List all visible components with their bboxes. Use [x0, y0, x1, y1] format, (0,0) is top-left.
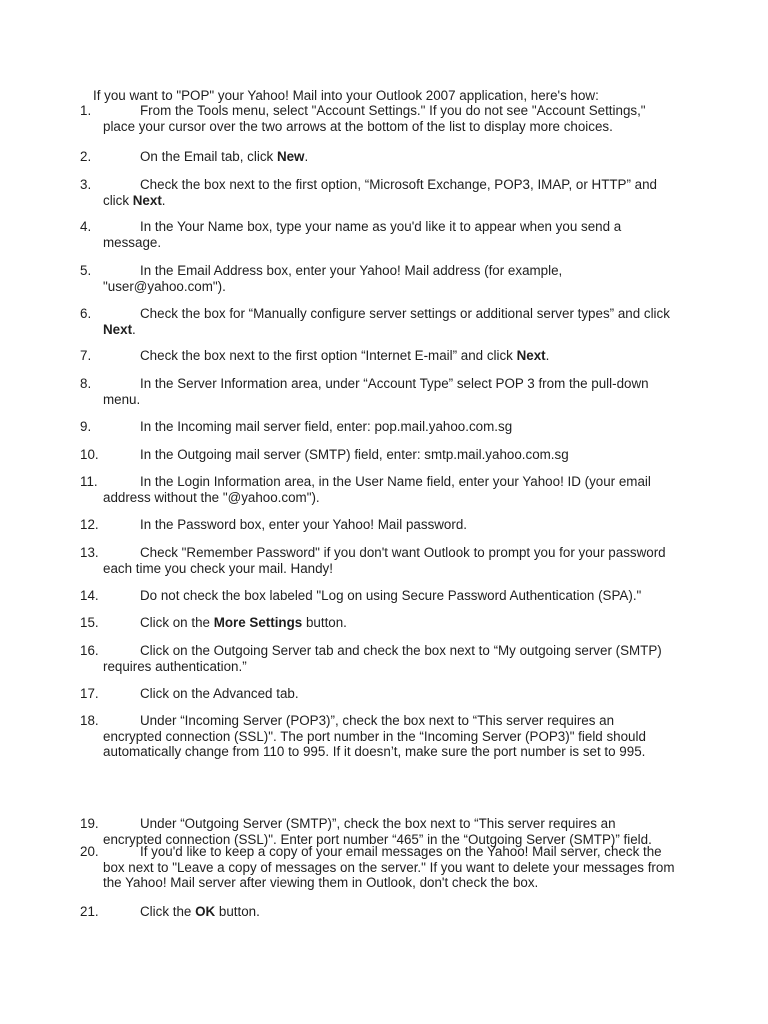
- step-text-segment: button.: [215, 904, 260, 919]
- step-text-segment: button.: [302, 615, 347, 630]
- step-text-segment: Do not check the box labeled "Log on using Secure Password Authentication (SPA).": [140, 588, 642, 603]
- step-10: [80, 447, 680, 463]
- step-text: [103, 713, 675, 760]
- step-14: [80, 588, 680, 604]
- step-text-bold: More Settings: [213, 615, 303, 630]
- step-text: [103, 615, 675, 631]
- step-text-segment: Under “Outgoing Server (SMTP)”, check the box next to “This server requires an encrypted connection (SSL)". Enter port number “465” in the “Outgoing Server (SMTP)” field.: [103, 816, 652, 847]
- step-text-segment: Click on the Advanced tab.: [140, 686, 299, 701]
- step-text: [103, 686, 675, 702]
- step-text-segment: From the Tools menu, select "Account Settings." If you do not see "Account Settings," place your cursor over the two arrows at the bottom of the list to display more choices.: [103, 103, 646, 134]
- step-number: 16.: [80, 643, 99, 658]
- step-text-segment: In the Outgoing mail server (SMTP) field, enter: smtp.mail.yahoo.com.sg: [140, 447, 569, 462]
- step-text-segment: In the Incoming mail server field, enter: pop.mail.yahoo.com.sg: [140, 419, 513, 434]
- step-text-bold: OK: [195, 904, 216, 919]
- step-number: 15.: [80, 615, 99, 630]
- step-number: 18.: [80, 713, 99, 728]
- step-number: 3.: [80, 177, 92, 192]
- step-8: [80, 376, 680, 407]
- step-text-segment: Check the box next to the first option “Internet E-mail” and click: [140, 348, 517, 363]
- step-text: [103, 904, 675, 920]
- step-18: [80, 713, 680, 760]
- step-text-bold: Next: [132, 192, 162, 208]
- step-text-segment: .: [132, 321, 136, 337]
- step-text-segment: In the Password box, enter your Yahoo! Mail password.: [140, 517, 468, 532]
- step-text: [103, 474, 675, 505]
- step-5: [80, 263, 680, 294]
- step-text-segment: In the Server Information area, under “Account Type” select POP 3 from the pull-down menu.: [103, 376, 649, 407]
- step-text-segment: In the Email Address box, enter your Yahoo! Mail address (for example, "user@yahoo.com").: [103, 263, 563, 294]
- step-text: [103, 447, 675, 463]
- step-text: [103, 219, 675, 250]
- step-text-segment: .: [545, 348, 550, 363]
- step-number: 13.: [80, 545, 99, 560]
- step-text: [103, 545, 675, 576]
- step-number: 7.: [80, 348, 92, 363]
- step-text: [103, 419, 675, 435]
- step-text-segment: Click on the: [140, 615, 214, 630]
- step-text: [103, 103, 675, 134]
- step-12: [80, 517, 680, 533]
- step-text-segment: Click the: [140, 904, 196, 919]
- step-text-segment: Click on the Outgoing Server tab and check the box next to “My outgoing server (SMTP) requires authentication.”: [103, 643, 662, 674]
- step-text-segment: .: [161, 192, 166, 208]
- step-text: [103, 348, 675, 364]
- step-text: [103, 844, 675, 891]
- step-text-segment: On the Email tab, click: [140, 149, 277, 164]
- step-9: [80, 419, 680, 435]
- step-text-bold: New: [276, 149, 305, 164]
- step-2: [80, 149, 680, 165]
- step-number: 14.: [80, 588, 99, 603]
- step-number: 9.: [80, 419, 92, 434]
- step-text-bold: Next: [516, 348, 546, 363]
- step-text-segment: Under “Incoming Server (POP3)”, check the box next to “This server requires an encrypted connection (SSL)". The port number in the “Incoming Server (POP3)" field should automatically change from 110 to 995. If it doesn’t, make sure the port number is set to 995.: [103, 713, 646, 760]
- step-text: [103, 376, 675, 407]
- step-number: 4.: [80, 219, 92, 234]
- step-number: 17.: [80, 686, 99, 701]
- step-text: [103, 643, 675, 674]
- step-3: [80, 177, 680, 208]
- step-number: 12.: [80, 517, 99, 532]
- step-number: 21.: [80, 904, 99, 919]
- step-21: [80, 904, 680, 920]
- step-4: [80, 219, 680, 250]
- step-6: [80, 306, 680, 337]
- step-text-segment: In the Your Name box, type your name as you'd like it to appear when you send a message.: [103, 219, 622, 250]
- step-number: 11.: [80, 474, 98, 489]
- step-text-segment: .: [304, 149, 309, 164]
- step-number: 19.: [80, 816, 99, 831]
- step-7: [80, 348, 680, 364]
- step-text-segment: If you'd like to keep a copy of your email messages on the Yahoo! Mail server, check the box next to "Leave a copy of messages on the server." If you want to delete your messages from the Yahoo! Mail server after viewing them in Outlook, don't check the box.: [103, 844, 675, 891]
- intro-paragraph: If you want to "POP" your Yahoo! Mail into your Outlook 2007 application, here's how:: [93, 88, 599, 103]
- step-text: [103, 263, 675, 294]
- step-1: [80, 103, 680, 134]
- step-number: 1.: [80, 103, 92, 118]
- step-text: [103, 588, 675, 604]
- step-text: [103, 306, 675, 337]
- step-text: [103, 149, 675, 165]
- step-text: [103, 177, 675, 208]
- step-13: [80, 545, 680, 576]
- step-11: [80, 474, 680, 505]
- step-text-segment: In the Login Information area, in the User Name field, enter your Yahoo! ID (your email address without the "@yahoo.com").: [103, 474, 651, 505]
- step-19: [80, 816, 680, 847]
- step-text-segment: Check the box next to the first option, “Microsoft Exchange, POP3, IMAP, or HTTP” and click: [103, 177, 658, 208]
- step-text-segment: Check "Remember Password" if you don't want Outlook to prompt you for your password each time you check your mail. Handy!: [103, 545, 666, 576]
- step-16: [80, 643, 680, 674]
- step-15: [80, 615, 680, 631]
- step-number: 6.: [80, 306, 92, 321]
- step-17: [80, 686, 680, 702]
- step-20: [80, 844, 680, 891]
- step-number: 10.: [80, 447, 99, 462]
- step-number: 8.: [80, 376, 92, 391]
- step-number: 5.: [80, 263, 92, 278]
- step-text-bold: Next: [103, 321, 133, 337]
- step-text: [103, 517, 675, 533]
- step-number: 2.: [80, 149, 92, 164]
- step-text: [103, 816, 675, 847]
- step-number: 20.: [80, 844, 99, 859]
- step-text-segment: Check the box for “Manually configure server settings or additional server types” and click: [140, 306, 670, 321]
